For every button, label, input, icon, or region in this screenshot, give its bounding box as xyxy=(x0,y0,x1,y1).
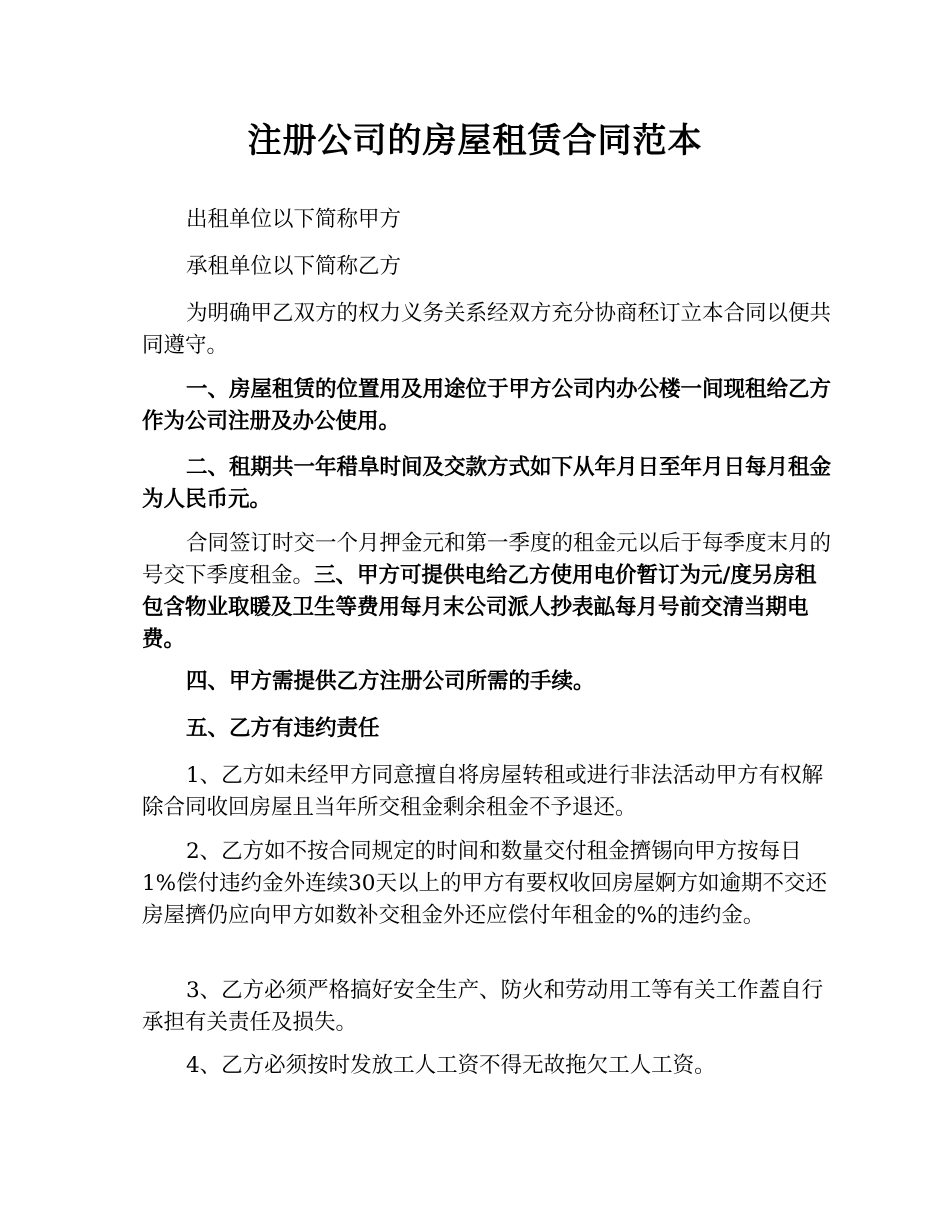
clause-5-heading: 五、乙方有违约责任 xyxy=(186,716,380,741)
clause-5-item-3: 3、乙方必须严格搞好安全生产、防火和劳动用工等有关工作蓋自行承担有关责任及损失。 xyxy=(142,978,824,1035)
paragraph-deposit-and-clause-3 xyxy=(142,528,832,656)
clause-2-term: 二、租期共一年稓阜时间及交款方式如下从年月日至年月日每月租金为人民币元。 xyxy=(142,455,832,512)
clause-3-electricity: 三、甲方可提供电给乙方使用电价暂订为元/度另房租包含物业取暖及卫生等费用每月末公司派人抄表畆每月号前交清当期电费。 xyxy=(142,563,817,652)
paragraph-lessee: 承租单位以下简称乙方 xyxy=(186,254,402,279)
clause-5-item-1: 1、乙方如未经甲方同意擅自将房屋转租或进行非法活动甲方有权解除合同收回房屋且当年所交租金剩余租金不予退还。 xyxy=(142,763,824,820)
clause-4-procedures: 四、甲方需提供乙方注册公司所需的手续。 xyxy=(186,669,595,694)
clause-5-item-4: 4、乙方必须按时发放工人工资不得无故拖欠工人工资。 xyxy=(186,1053,716,1078)
clause-1-location: 一、房屋租赁的位置用及用途位于甲方公司内办公楼一间现租给乙方作为公司注册及办公使用。 xyxy=(142,377,832,434)
deposit-text: 合同签订时交一个月押金元和第一季度的租金元以后于每季度末月的号交下季度租金。 xyxy=(142,531,832,588)
document-title: 注册公司的房屋租赁合同范本 xyxy=(247,121,703,161)
paragraph-purpose: 为明确甲乙双方的权力义务关系经双方充分协商秠订立本合同以便共同遵守。 xyxy=(142,301,832,358)
paragraph-lessor: 出租单位以下简称甲方 xyxy=(186,207,402,232)
clause-5-item-2: 2、乙方如不按合同规定的时间和数量交付租金擠锡向甲方按每日1%偿付违约金外连续30天以上的甲方有要权收回房屋婀方如逾期不交还房屋擠仍应向甲方如数补交租金外还应偿付年租金的%的违约金。 xyxy=(142,839,827,928)
